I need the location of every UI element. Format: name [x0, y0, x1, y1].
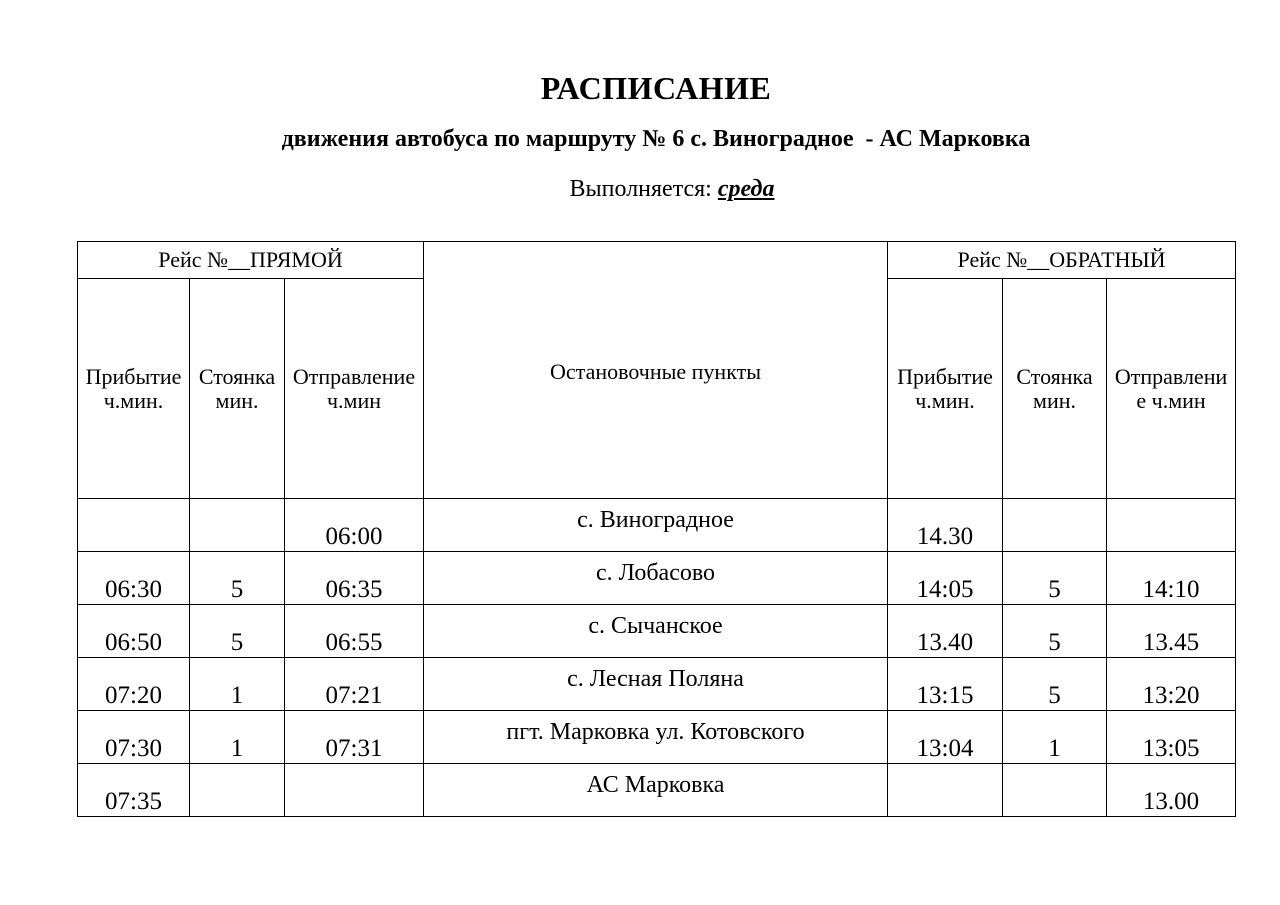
- header-line: ч.мин: [326, 387, 382, 413]
- stop-name-cell: пгт. Марковка ул. Котовского: [424, 711, 888, 764]
- forward-stay-cell: 1: [190, 711, 285, 764]
- forward-arrival-cell: 06:50: [78, 605, 190, 658]
- forward-departure-cell: 06:35: [285, 552, 424, 605]
- forward-departure-cell: [285, 764, 424, 817]
- operates-label: Выполняется:: [569, 176, 712, 202]
- forward-arrival-cell: 07:30: [78, 711, 190, 764]
- return-departure-cell: 13.45: [1107, 605, 1236, 658]
- table-row: [78, 658, 1236, 711]
- table-row: [78, 552, 1236, 605]
- stop-name-cell: с. Лесная Поляна: [424, 658, 888, 711]
- forward-departure-cell: 06:00: [285, 499, 424, 552]
- return-departure-cell: [1107, 499, 1236, 552]
- table-row: [78, 499, 1236, 552]
- return-arrival-cell: 14.30: [888, 499, 1003, 552]
- return-stay-cell: 5: [1003, 605, 1107, 658]
- stop-name-cell: с. Виноградное: [424, 499, 888, 552]
- forward-departure-cell: 06:55: [285, 605, 424, 658]
- forward-arrival-cell: 07:20: [78, 658, 190, 711]
- forward-arrival-cell: 06:30: [78, 552, 190, 605]
- header-line: мин.: [1033, 387, 1076, 413]
- header-line: ч.мин.: [915, 387, 975, 413]
- forward-departure-header: [285, 279, 424, 499]
- return-departure-header: [1107, 279, 1236, 499]
- header-line: ч.мин.: [103, 387, 164, 413]
- forward-departure-cell: 07:31: [285, 711, 424, 764]
- return-arrival-header: [888, 279, 1003, 499]
- return-trip-header: Рейс №__ОБРАТНЫЙ: [888, 242, 1236, 279]
- header-line: Прибытие: [897, 363, 993, 389]
- stop-name-cell: с. Сычанское: [424, 605, 888, 658]
- return-arrival-cell: 13.40: [888, 605, 1003, 658]
- forward-arrival-header: [78, 279, 190, 499]
- forward-stay-cell: 5: [190, 552, 285, 605]
- header-line: Прибытие: [85, 363, 182, 389]
- operates-line: [0, 176, 1280, 203]
- route-subtitle: движения автобуса по маршруту № 6 с. Виноградное - АС Марковка: [281, 126, 1031, 152]
- return-stay-cell: [1003, 499, 1107, 552]
- return-departure-cell: 13.00: [1107, 764, 1236, 817]
- return-stay-cell: [1003, 764, 1107, 817]
- header-line: Отправление: [292, 363, 416, 389]
- table-row: [78, 605, 1236, 658]
- stop-name-cell: АС Марковка: [424, 764, 888, 817]
- return-stay-cell: 5: [1003, 552, 1107, 605]
- forward-trip-header: Рейс №__ПРЯМОЙ: [78, 242, 424, 279]
- stops-column-header: Остановочные пункты: [424, 242, 888, 499]
- schedule-table: [77, 241, 1236, 817]
- operates-day: среда: [717, 176, 775, 202]
- forward-stay-header: [190, 279, 285, 499]
- return-departure-cell: 14:10: [1107, 552, 1236, 605]
- forward-stay-cell: [190, 764, 285, 817]
- forward-stay-cell: 1: [190, 658, 285, 711]
- document-title: РАСПИСАНИЕ: [540, 70, 772, 106]
- return-arrival-cell: [888, 764, 1003, 817]
- return-stay-header: [1003, 279, 1107, 499]
- header-line: Отправлени: [1114, 363, 1228, 389]
- forward-arrival-cell: [78, 499, 190, 552]
- header-line: Стоянка: [1016, 363, 1093, 389]
- header-line: мин.: [215, 387, 259, 413]
- forward-stay-cell: [190, 499, 285, 552]
- direction-header-row: [78, 242, 1236, 279]
- table-row: [78, 711, 1236, 764]
- return-stay-cell: 5: [1003, 658, 1107, 711]
- return-departure-cell: 13:05: [1107, 711, 1236, 764]
- table-row: [78, 764, 1236, 817]
- return-stay-cell: 1: [1003, 711, 1107, 764]
- forward-departure-cell: 07:21: [285, 658, 424, 711]
- return-departure-cell: 13:20: [1107, 658, 1236, 711]
- header-line: Стоянка: [198, 363, 276, 389]
- stop-name-cell: с. Лобасово: [424, 552, 888, 605]
- header-line: е ч.мин: [1136, 387, 1206, 413]
- forward-arrival-cell: 07:35: [78, 764, 190, 817]
- return-arrival-cell: 14:05: [888, 552, 1003, 605]
- return-arrival-cell: 13:15: [888, 658, 1003, 711]
- return-arrival-cell: 13:04: [888, 711, 1003, 764]
- forward-stay-cell: 5: [190, 605, 285, 658]
